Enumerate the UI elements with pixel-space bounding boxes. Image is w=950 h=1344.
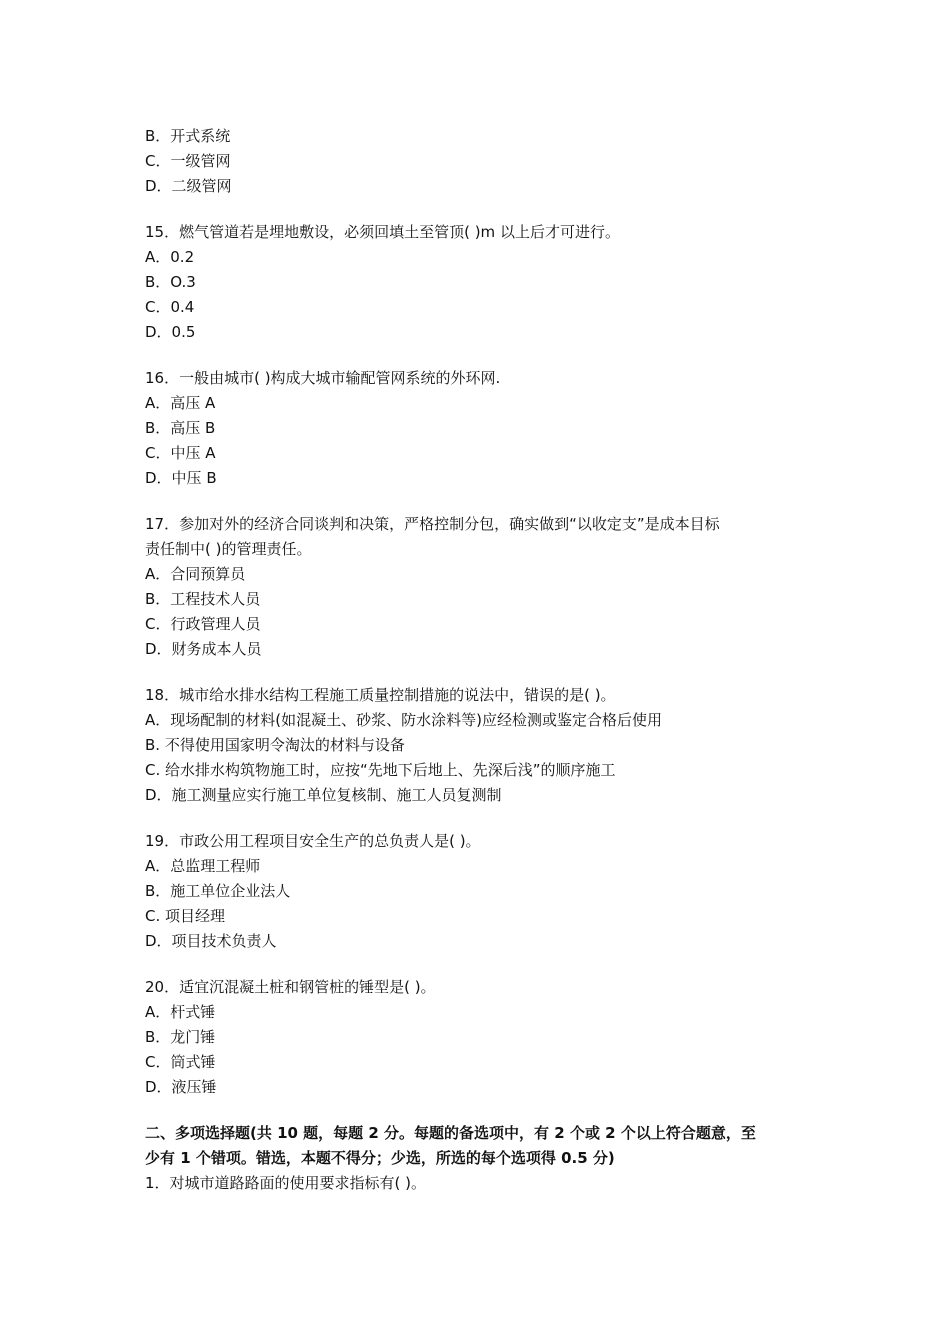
option-c: C. 项目经理 xyxy=(145,907,226,925)
document-page xyxy=(145,124,815,1196)
section-title-line-2: 少有 1 个错项。错选，本题不得分；少选，所选的每个选项得 0.5 分) xyxy=(145,1149,615,1167)
section-multiple-choice xyxy=(145,1121,815,1196)
option-a: A．0.2 xyxy=(145,248,195,266)
option-d: D．液压锤 xyxy=(145,1078,217,1096)
option-b: B．龙门锤 xyxy=(145,1028,216,1046)
question-20 xyxy=(145,975,815,1100)
option-a: A．现场配制的材料(如混凝土、砂浆、防水涂料等)应经检测或鉴定合格后使用 xyxy=(145,711,662,729)
question-stem: 19．市政公用工程项目安全生产的总负责人是( )。 xyxy=(145,832,481,850)
option-b: B．开式系统 xyxy=(145,127,231,145)
question-18 xyxy=(145,683,815,808)
question-15 xyxy=(145,220,815,345)
option-b: B. 不得使用国家明令淘汰的材料与设备 xyxy=(145,736,405,754)
option-c: C．行政管理人员 xyxy=(145,615,261,633)
option-c: C．中压 A xyxy=(145,444,216,462)
option-d: D．施工测量应实行施工单位复核制、施工人员复测制 xyxy=(145,786,502,804)
option-a: A．合同预算员 xyxy=(145,565,246,583)
option-b: B．工程技术人员 xyxy=(145,590,261,608)
option-d: D．财务成本人员 xyxy=(145,640,262,658)
option-b: B．O.3 xyxy=(145,273,196,291)
option-b: B．高压 B xyxy=(145,419,216,437)
question-14-options-tail xyxy=(145,124,815,199)
question-stem: 1．对城市道路路面的使用要求指标有( )。 xyxy=(145,1174,427,1192)
question-stem: 16．一般由城市( )构成大城市输配管网系统的外环网. xyxy=(145,369,501,387)
question-stem: 20．适宜沉混凝土桩和钢管桩的锤型是( )。 xyxy=(145,978,436,996)
question-19 xyxy=(145,829,815,954)
option-d: D．中压 B xyxy=(145,469,217,487)
question-stem: 18．城市给水排水结构工程施工质量控制措施的说法中，错误的是( )。 xyxy=(145,686,616,704)
option-a: A．高压 A xyxy=(145,394,216,412)
option-d: D．0.5 xyxy=(145,323,196,341)
option-a: A．总监理工程师 xyxy=(145,857,261,875)
question-stem: 15．燃气管道若是埋地敷设，必须回填土至管顶( )m 以上后才可进行。 xyxy=(145,223,620,241)
option-c: C．筒式锤 xyxy=(145,1053,216,1071)
option-d: D．项目技术负责人 xyxy=(145,932,277,950)
option-d: D．二级管网 xyxy=(145,177,232,195)
option-c: C. 给水排水构筑物施工时，应按“先地下后地上、先深后浅”的顺序施工 xyxy=(145,761,616,779)
option-a: A．杆式锤 xyxy=(145,1003,216,1021)
question-stem-line-2: 责任制中( )的管理责任。 xyxy=(145,540,312,558)
option-b: B．施工单位企业法人 xyxy=(145,882,291,900)
question-stem-line-1: 17．参加对外的经济合同谈判和决策，严格控制分包，确实做到“以收定支”是成本目标 xyxy=(145,515,720,533)
section-title-line-1: 二、多项选择题(共 10 题，每题 2 分。每题的备选项中，有 2 个或 2 个以上符合题意，至 xyxy=(145,1124,756,1142)
question-16 xyxy=(145,366,815,491)
option-c: C．0.4 xyxy=(145,298,195,316)
question-17 xyxy=(145,512,815,662)
option-c: C．一级管网 xyxy=(145,152,231,170)
